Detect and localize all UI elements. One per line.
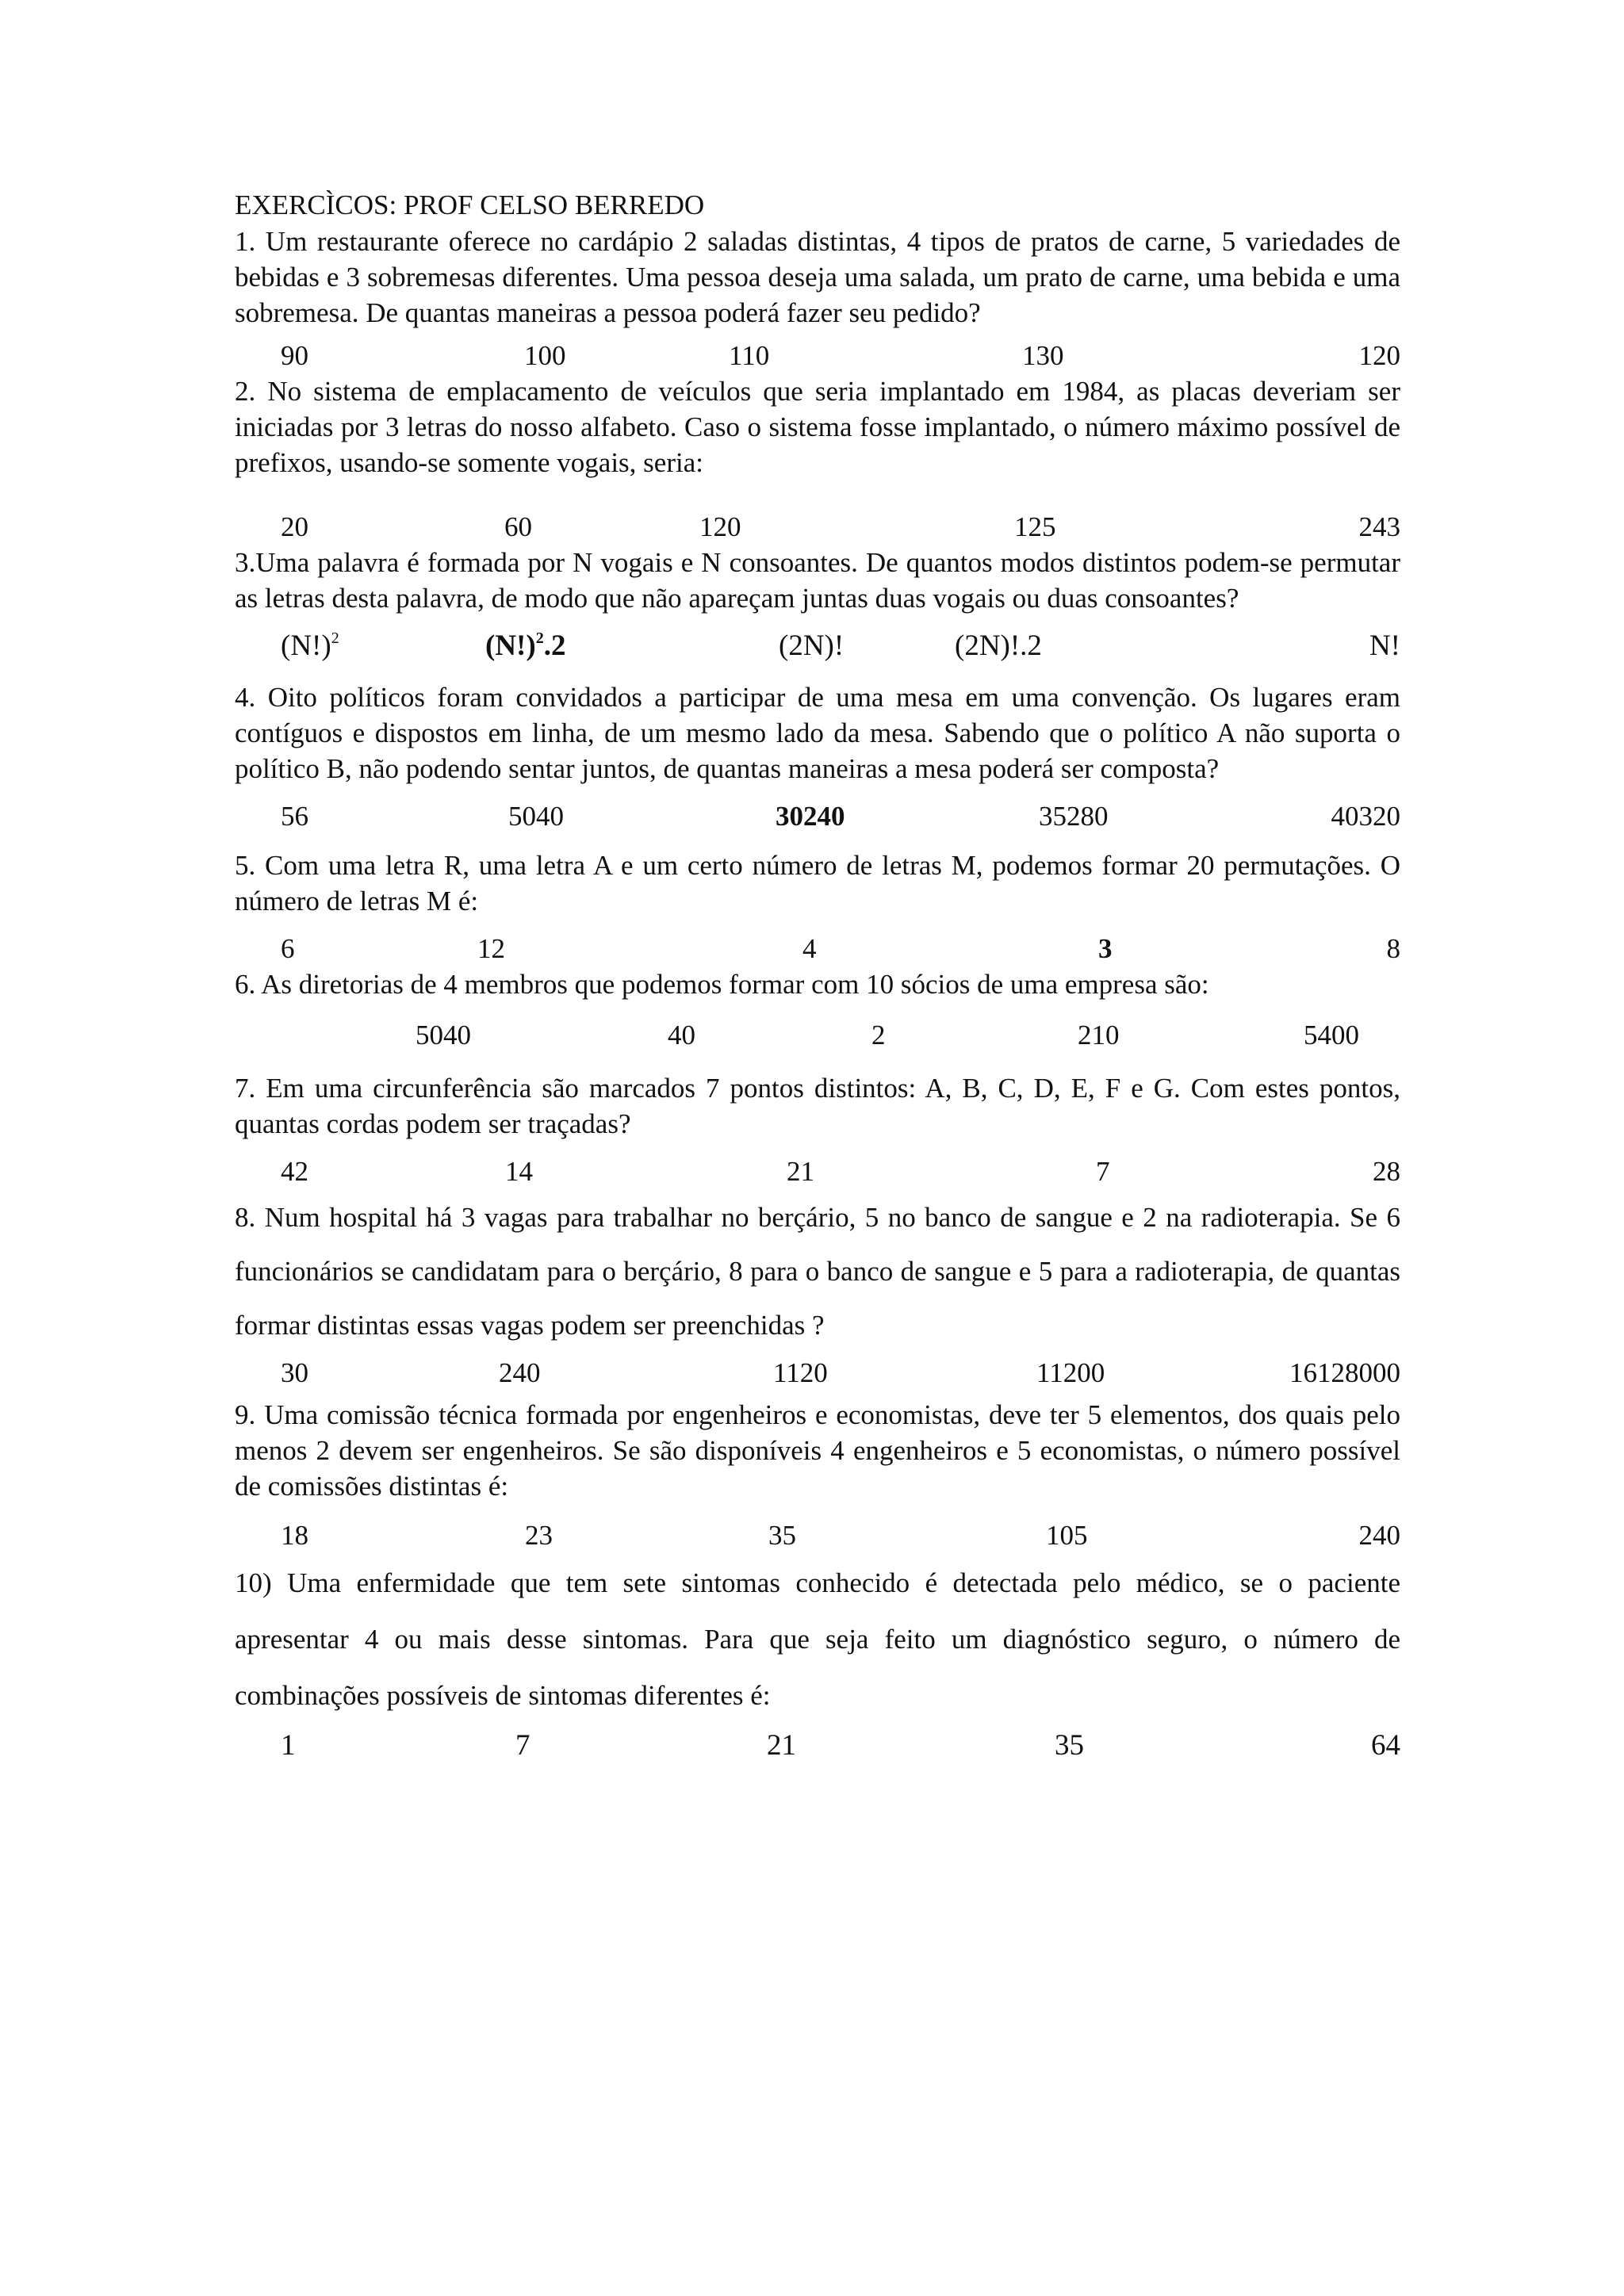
option-highlighted: 30240 — [776, 801, 845, 832]
option: 240 — [1358, 1520, 1400, 1551]
question-7-options — [235, 1156, 1400, 1192]
option: 60 — [504, 511, 532, 542]
option: N! — [1369, 629, 1400, 662]
option: 110 — [729, 340, 770, 371]
question-8-text: 8. Num hospital há 3 vagas para trabalhar no berçário, 5 no banco de sangue e 2 na radioterapia. Se 6 funcionários se candidatam para o berçário, 8 para o banco de sangue e 5 para a radioterapia, de quantas formar distintas essas vagas podem ser preenchidas ? — [235, 1202, 1400, 1341]
option-exponent: 2 — [535, 629, 544, 647]
question-10-options — [235, 1728, 1400, 1765]
question-2-text: 2. No sistema de emplacamento de veículos que seria implantado em 1984, as placas deveriam ser iniciadas por 3 letras do nosso alfabeto. Caso o sistema fosse implantado, o número máximo possível de prefixos, usando-se somente vogais, seria: — [235, 376, 1400, 478]
option-highlighted — [485, 629, 565, 663]
option-base: (N!) — [485, 629, 536, 662]
option — [281, 629, 339, 663]
option: 40320 — [1331, 801, 1400, 832]
document-content — [235, 187, 1400, 1765]
option: 28 — [1373, 1156, 1400, 1187]
question-7-text: 7. Em uma circunferência são marcados 7 pontos distintos: A, B, C, D, E, F e G. Com estes pontos, quantas cordas podem ser traçadas? — [235, 1073, 1400, 1139]
question-1-options — [235, 340, 1400, 377]
option-exponent: 2 — [331, 629, 339, 647]
question-5-options — [235, 933, 1400, 970]
question-8-options — [235, 1357, 1400, 1394]
question-3-text: 3.Uma palavra é formada por N vogais e N consoantes. De quantos modos distintos podem-se permutar as letras desta palavra, de modo que não apareçam juntas duas vogais ou duas consoantes? — [235, 547, 1400, 614]
option: 210 — [1078, 1020, 1120, 1050]
question-6-text: 6. As diretorias de 4 membros que podemos formar com 10 sócios de uma empresa são: — [235, 969, 1209, 1000]
option: 35 — [1055, 1729, 1084, 1762]
option-suffix: .2 — [543, 629, 566, 662]
option: 16128000 — [1289, 1357, 1400, 1388]
option: 7 — [515, 1729, 530, 1762]
option: 100 — [524, 340, 566, 371]
question-3-options — [235, 629, 1400, 665]
option: 30 — [281, 1357, 308, 1388]
option: 1 — [281, 1729, 296, 1762]
document-title: EXERCÌCOS: PROF CELSO BERREDO — [235, 189, 705, 220]
question-10-text: 10) Uma enfermidade que tem sete sintomas conhecido é detectada pelo médico, se o paciente apresentar 4 ou mais desse sintomas. Para que seja feito um diagnóstico seguro, o número de combinações possíveis de sintomas diferentes é: — [235, 1567, 1400, 1711]
option: 120 — [1358, 340, 1400, 371]
option: 42 — [281, 1156, 308, 1187]
option: 21 — [787, 1156, 814, 1187]
option: 18 — [281, 1520, 308, 1551]
option: (2N)! — [779, 629, 845, 662]
option: 240 — [499, 1357, 541, 1388]
option: 35 — [768, 1520, 796, 1551]
option: 5040 — [508, 801, 564, 832]
option-base: (N!) — [281, 629, 331, 662]
option: 40 — [668, 1020, 695, 1050]
option: 6 — [281, 933, 295, 964]
option: 7 — [1096, 1156, 1110, 1187]
question-5-text: 5. Com uma letra R, uma letra A e um certo número de letras M, podemos formar 20 permutações. O número de letras M é: — [235, 850, 1400, 916]
option: 8 — [1386, 933, 1400, 964]
option: 125 — [1014, 511, 1056, 542]
question-4-text: 4. Oito políticos foram convidados a participar de uma mesa em uma convenção. Os lugares eram contíguos e dispostos em linha, de um mesmo lado da mesa. Sabendo que o político A não suporta o político B, não podendo sentar juntos, de quantas maneiras a mesa poderá ser composta? — [235, 682, 1400, 784]
question-4-options — [235, 801, 1400, 837]
option: 64 — [1371, 1729, 1400, 1762]
option: (2N)!.2 — [955, 629, 1042, 662]
option: 35280 — [1039, 801, 1109, 832]
option: 1120 — [773, 1357, 828, 1388]
option: 5400 — [1304, 1020, 1359, 1050]
option: 14 — [505, 1156, 533, 1187]
option: 21 — [767, 1729, 796, 1762]
option: 12 — [477, 933, 505, 964]
question-6-options — [235, 1020, 1400, 1056]
option: 5040 — [416, 1020, 471, 1050]
question-9-options — [235, 1520, 1400, 1556]
option: 90 — [281, 340, 308, 371]
question-9-text: 9. Uma comissão técnica formada por engenheiros e economistas, deve ter 5 elementos, dos quais pelo menos 2 devem ser engenheiros. Se são disponíveis 4 engenheiros e 5 economistas, o número possível de comissões distintas é: — [235, 1399, 1400, 1502]
question-2-options — [235, 511, 1400, 548]
option: 120 — [699, 511, 741, 542]
option: 20 — [281, 511, 308, 542]
option: 130 — [1022, 340, 1064, 371]
option: 23 — [525, 1520, 553, 1551]
question-1-text: 1. Um restaurante oferece no cardápio 2 saladas distintas, 4 tipos de pratos de carne, 5 variedades de bebidas e 3 sobremesas diferentes. Uma pessoa deseja uma salada, um prato de carne, uma bebida e uma sobremesa. De quantas maneiras a pessoa poderá fazer seu pedido? — [235, 226, 1400, 328]
option: 4 — [802, 933, 817, 964]
option: 56 — [281, 801, 308, 832]
option-highlighted: 3 — [1098, 933, 1113, 964]
option: 11200 — [1036, 1357, 1105, 1388]
option: 243 — [1358, 511, 1400, 542]
option: 2 — [871, 1020, 886, 1050]
option: 105 — [1046, 1520, 1088, 1551]
